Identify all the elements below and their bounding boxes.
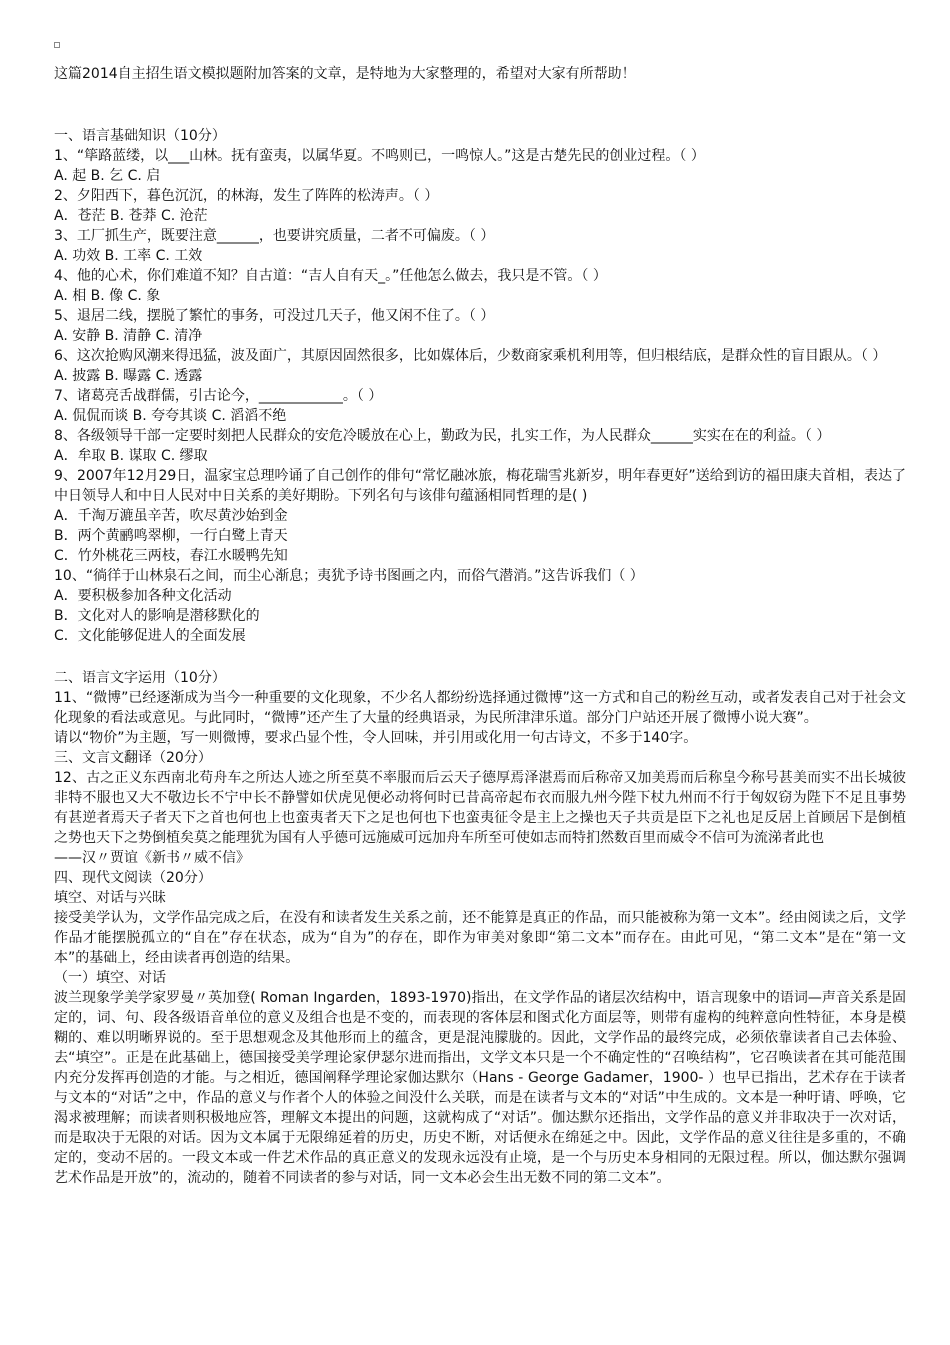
section-heading: 四、现代文阅读（20分）	[54, 870, 212, 886]
section-language-use	[54, 668, 906, 748]
section-heading: 三、文言文翻译（20分）	[54, 750, 212, 766]
option-9a: A．千淘万漉虽辛苦，吹尽黄沙始到金	[54, 508, 288, 524]
option-10b: B．文化对人的影响是潜移默化的	[54, 608, 260, 624]
section-modern-reading	[54, 868, 906, 1188]
question-7: 7、诸葛亮舌战群儒，引古论今，____________。（ ）	[54, 388, 383, 404]
source-citation: ——汉〃贾谊《新书〃威不信》	[54, 850, 250, 866]
section-heading: 一、语言基础知识（10分）	[54, 128, 226, 144]
article-paragraph: 接受美学认为，文学作品完成之后，在没有和读者发生关系之前，还不能算是真正的作品，而只能被称为第一文本”。经由阅读之后，文学作品才能摆脱孤立的“自在”存在状态，成为“自为”的存在，即作为审美对象即“第二文本”而存在。由此可见，“第二文本”是在“第一文本”的基础上，经由读者再创造的结果。	[54, 910, 906, 966]
option-10c: C．文化能够促进人的全面发展	[54, 628, 246, 644]
question-11: 11、“微博”已经逐渐成为当今一种重要的文化现象，不少名人都纷纷选择通过微博”这一方式和自己的粉丝互动，或者发表自己对于社会文化现象的看法或意见。与此同时，“微博”还产生了大量的经典语录，为民所津津乐道。部分门户站还开展了微博小说大赛”。	[54, 690, 906, 726]
question-8: 8、各级领导干部一定要时刻把人民群众的安危冷暖放在心上，勤政为民，扎实工作，为人民群众______实实在在的利益。（ ）	[54, 428, 831, 444]
section-classical-translation	[54, 748, 906, 868]
article-paragraph: 波兰现象学美学家罗曼〃英加登( Roman Ingarden，1893-1970)指出，在文学作品的诸层次结构中，语言现象中的语词—声音关系是固定的，词、句、段各级语音单位的意义及组合也是不变的，而表现的客体层和图式化方面层等，则带有虚构的纯粹意向性特征，本身是模糊的、难以明晰界说的。至于思想观念及其他形而上的蕴含，更是混沌朦胧的。因此，文学作品的最终完成，必须依靠读者自己去体验、去“填空”。正是在此基础上，德国接受美学理论家伊瑟尔进而指出，文学文本只是一个不确定性的“召唤结构”，它召唤读者在其可能范围内充分发挥再创造的才能。与之相近，德国阐释学理论家伽达默尔（Hans - George Gadamer，1900- ）也早已指出，艺术存在于读者与文本的“对话”之中，作品的意义与作者个人的体验之间没什么关联，而是在读者与文本的“对话”中生成的。文本是一种吁请、呼唤，它渴求被理解；而读者则积极地应答，理解文本提出的问题，这就构成了“对话”。伽达默尔还指出，文学作品的意义并非取决于一次对话，而是取决于无限的对话。因为文本属于无限绵延着的历史，历史不断，对话便永在绵延之中。因此，文学作品的意义往往是多重的，不确定的，变动不居的。一段文本或一件艺术作品的真正意义的发现永远没有止境，是一个与历史本身相同的无限过程。所以，伽达默尔强调艺术作品是开放”的，流动的，随着不同读者的参与对话，同一文本必会生出无数不同的第二文本”。	[54, 990, 906, 1186]
options-3: A. 功效 B. 工率 C. 工效	[54, 248, 203, 264]
options-8: A．牟取 B. 谋取 C. 缪取	[54, 448, 208, 464]
question-10: 10、“徜徉于山林泉石之间，而尘心渐息；夷犹予诗书图画之内，而俗气潜消。”这告诉我们（ ）	[54, 568, 644, 584]
document-page	[54, 0, 906, 1188]
question-4: 4、他的心术，你们难道不知？自古道：“吉人自有天_。”任他怎么做去，我只是不管。（ ）	[54, 268, 607, 284]
question-11-task: 请以“物价”为主题，写一则微博，要求凸显个性，令人回味，并引用或化用一句古诗文，不多于140字。	[54, 730, 698, 746]
question-9: 9、2007年12月29日，温家宝总理吟诵了自己创作的俳句“常忆融冰旅，梅花瑞雪兆新岁，明年春更好”送给到访的福田康夫首相，表达了中日领导人和中日人民对中日关系的美好期盼。下列名句与该俳句蕴涵相同哲理的是( )	[54, 468, 906, 504]
option-10a: A．要积极参加各种文化活动	[54, 588, 232, 604]
question-3: 3、工厂抓生产，既要注意______，也要讲究质量，二者不可偏废。（ ）	[54, 228, 495, 244]
article-subheading: （一）填空、对话	[54, 970, 166, 986]
options-5: A. 安静 B. 清静 C. 清净	[54, 328, 203, 344]
options-6: A. 披露 B. 曝露 C. 透露	[54, 368, 203, 384]
options-4: A. 相 B. 像 C. 象	[54, 288, 161, 304]
question-2: 2、夕阳西下，暮色沉沉，的林海，发生了阵阵的松涛声。（ ）	[54, 188, 439, 204]
section-heading: 二、语言文字运用（10分）	[54, 670, 226, 686]
options-7: A. 侃侃而谈 B. 夸夸其谈 C. 滔滔不绝	[54, 408, 287, 424]
options-2: A．苍茫 B. 苍莽 C. 沧茫	[54, 208, 208, 224]
question-5: 5、退居二线，摆脱了繁忙的事务，可没过几天子，他又闲不住了。（ ）	[54, 308, 495, 324]
section-language-basics	[54, 126, 906, 646]
intro-text: 这篇2014自主招生语文模拟题附加答案的文章，是特地为大家整理的，希望对大家有所帮助！	[54, 66, 636, 82]
question-12: 12、古之正义东西南北苟舟车之所达人迹之所至莫不率服而后云天子德厚焉泽湛焉而后称帝又加美焉而后称皇今称号甚美而实不出长城彼非特不服也又大不敬边长不宁中长不静譬如伏虎见便必动将何时已昔高帝起布衣而服九州今陛下杖九州而不行于匈奴窃为陛下不足且事势有甚逆者焉天子者天下之首也何也上也蛮夷者天下之足也何也下也蛮夷征令是主上之操也天子共贡是臣下之礼也足反居上首顾居下是倒植之势也天下之势倒植矣莫之能理犹为国有人乎德可远施威可远加舟车所至可使如志而特扪然数百里而威令不信可为流涕者此也	[54, 770, 906, 846]
question-1: 1、“筚路蓝缕，以___山林。抚有蛮夷，以属华夏。不鸣则已，一鸣惊人。”这是古楚先民的创业过程。（ ）	[54, 148, 705, 164]
option-9b: B．两个黄鹂鸣翠柳，一行白鹭上青天	[54, 528, 288, 544]
article-title: 填空、对话与兴昧	[54, 890, 166, 906]
options-1: A. 起 B. 乞 C. 启	[54, 168, 161, 184]
option-9c: C．竹外桃花三两枝，春江水暖鸭先知	[54, 548, 288, 564]
question-6: 6、这次抢购风潮来得迅猛，波及面广，其原因固然很多，比如媒体后，少数商家乘机利用等，但归根结底，是群众性的盲目跟从。（ ）	[54, 348, 887, 364]
